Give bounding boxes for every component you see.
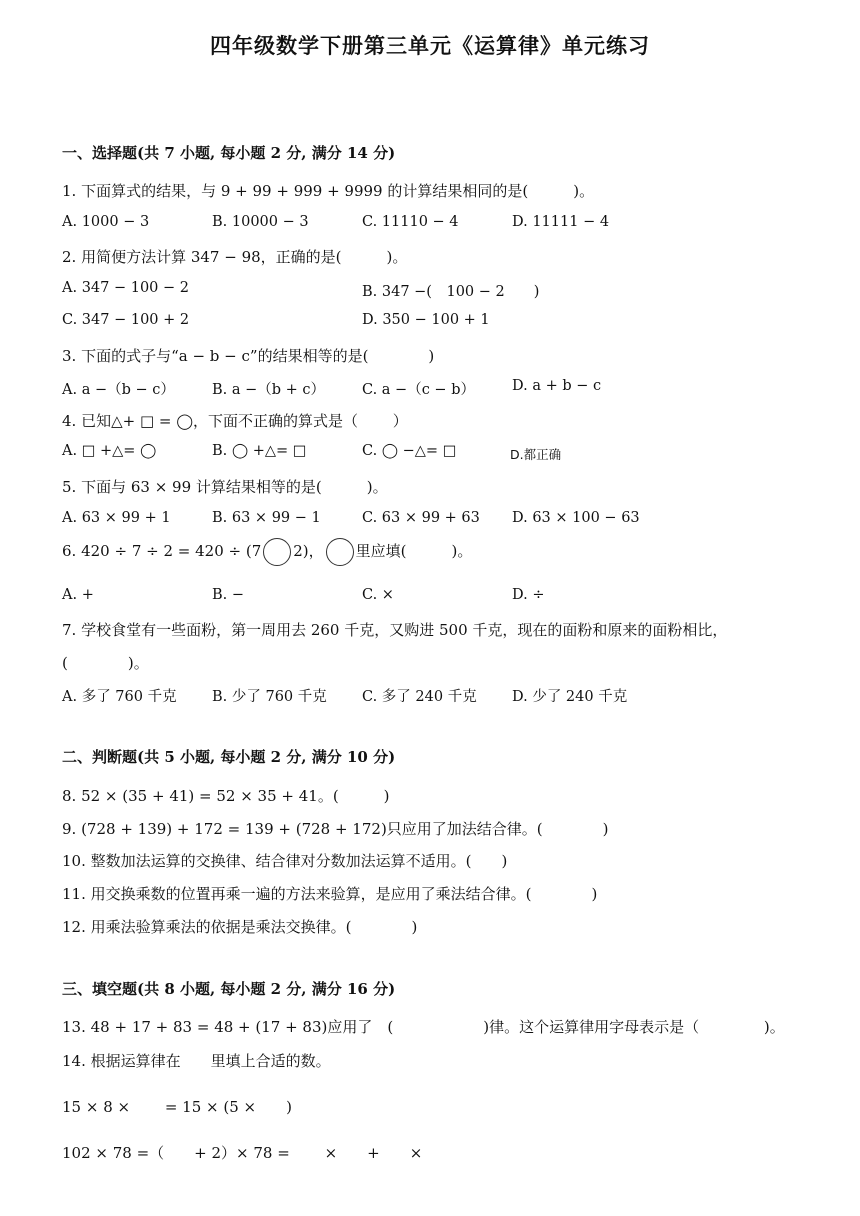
- question-5-stem: 5. 下面与 63 × 99 计算结果相等的是( )。: [62, 478, 388, 496]
- question-5-option-c: C. 63 × 99 + 63: [362, 510, 480, 526]
- question-7-option-b: B. 少了 760 千克: [212, 689, 327, 705]
- section-heading-choice: 一、选择题(共 7 小题, 每小题 2 分, 满分 14 分): [62, 144, 396, 162]
- question-6-option-d: D. ÷: [512, 587, 545, 603]
- question-8: 8. 52 × (35 + 41) = 52 × 35 + 41。( ): [62, 787, 390, 805]
- question-7-option-c: C. 多了 240 千克: [362, 689, 477, 705]
- question-6-stem: [62, 538, 472, 566]
- question-4-stem: 4. 已知△+ □ = ◯，下面不正确的算式是（ ）: [62, 412, 408, 430]
- question-5-option-a: A. 63 × 99 + 1: [62, 510, 171, 526]
- question-4-option-d: D.都正确: [510, 447, 562, 462]
- question-2-option-d: D. 350 − 100 + 1: [362, 312, 490, 328]
- question-7-stem-continued: ( )。: [62, 654, 149, 672]
- question-9: 9. (728 + 139) + 172 = 139 + (728 + 172)只应用了加法结合律。( ): [62, 820, 609, 838]
- question-6-option-c: C. ×: [362, 587, 394, 603]
- question-14: 14. 根据运算律在 里填上合适的数。: [62, 1052, 331, 1070]
- question-2-option-b: B. 347 −( 100 − 2 ): [362, 284, 540, 300]
- question-6-stem-mid: 2)，: [293, 542, 324, 560]
- question-6-option-a: A. +: [62, 587, 94, 603]
- question-2-stem: 2. 用简便方法计算 347 − 98，正确的是( )。: [62, 248, 408, 266]
- question-7-stem: 7. 学校食堂有一些面粉，第一周用去 260 千克，又购进 500 千克，现在的面粉和原来的面粉相比，: [62, 621, 728, 639]
- question-4-option-a: A. □ +△= ◯: [62, 443, 157, 459]
- blank-circle-icon: [326, 538, 354, 566]
- question-3-option-d: D. a + b − c: [512, 378, 602, 394]
- question-1-option-a: A. 1000 − 3: [62, 214, 150, 230]
- question-2-option-a: A. 347 − 100 − 2: [62, 280, 190, 296]
- question-5-option-b: B. 63 × 99 − 1: [212, 510, 321, 526]
- question-7-option-a: A. 多了 760 千克: [62, 689, 177, 705]
- section-heading-judge: 二、判断题(共 5 小题, 每小题 2 分, 满分 10 分): [62, 748, 396, 766]
- question-11: 11. 用交换乘数的位置再乘一遍的方法来验算，是应用了乘法结合律。( ): [62, 885, 598, 903]
- question-14-part-b: 102 × 78 =（ + 2）× 78 = × + ×: [62, 1144, 423, 1162]
- page-title: 四年级数学下册第三单元《运算律》单元练习: [210, 33, 650, 58]
- question-1-stem: 1. 下面算式的结果，与 9 + 99 + 999 + 9999 的计算结果相同的是( )。: [62, 182, 595, 200]
- question-5-option-d: D. 63 × 100 − 63: [512, 510, 640, 526]
- question-4-option-c: C. ◯ −△= □: [362, 443, 457, 459]
- question-1-option-b: B. 10000 − 3: [212, 214, 309, 230]
- blank-circle-icon: [263, 538, 291, 566]
- question-2-option-c: C. 347 − 100 + 2: [62, 312, 190, 328]
- question-13: 13. 48 + 17 + 83 = 48 + (17 + 83)应用了 ( )律。这个运算律用字母表示是（ )。: [62, 1018, 785, 1036]
- question-1-option-d: D. 11111 − 4: [512, 214, 610, 230]
- question-10: 10. 整数加法运算的交换律、结合律对分数加法运算不适用。( ): [62, 852, 508, 870]
- question-6-option-b: B. −: [212, 587, 245, 603]
- question-3-stem: 3. 下面的式子与“a − b − c”的结果相等的是( ): [62, 347, 435, 365]
- question-6-stem-post: 里应填( )。: [355, 542, 473, 560]
- question-6-stem-pre: 6. 420 ÷ 7 ÷ 2 = 420 ÷ (7: [62, 542, 262, 560]
- question-7-option-d: D. 少了 240 千克: [512, 689, 628, 705]
- question-3-option-a: A. a −（b − c）: [62, 382, 175, 398]
- question-1-option-c: C. 11110 − 4: [362, 214, 459, 230]
- question-4-option-b: B. ◯ +△= □: [212, 443, 307, 459]
- question-3-option-c: C. a −（c − b）: [362, 382, 475, 398]
- section-heading-fill: 三、填空题(共 8 小题, 每小题 2 分, 满分 16 分): [62, 980, 396, 998]
- question-12: 12. 用乘法验算乘法的依据是乘法交换律。( ): [62, 918, 418, 936]
- question-3-option-b: B. a −（b + c）: [212, 382, 326, 398]
- question-14-part-a: 15 × 8 × = 15 × (5 × ): [62, 1098, 292, 1116]
